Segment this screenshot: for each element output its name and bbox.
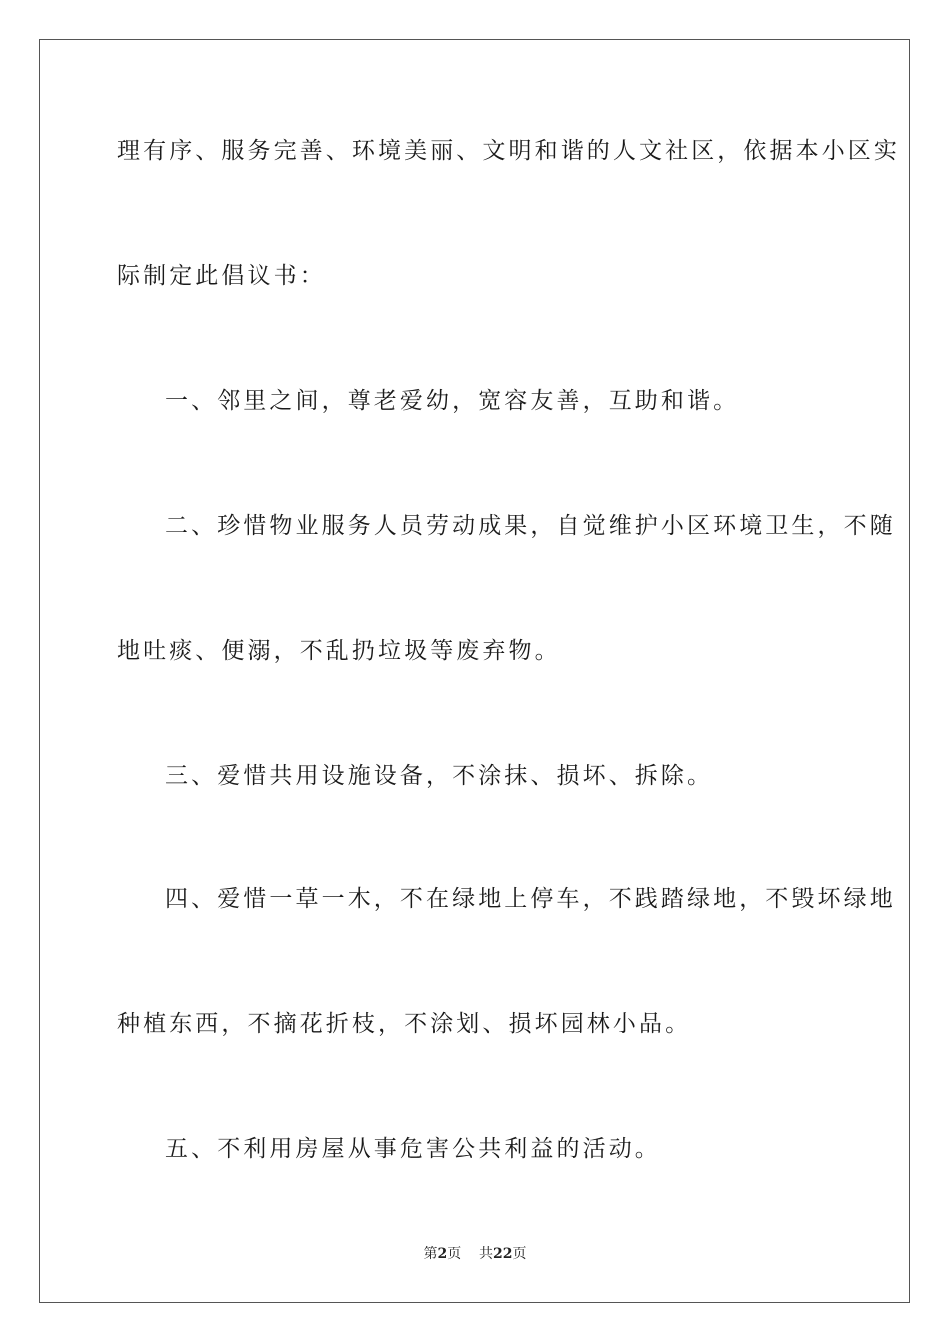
page-suffix: 页 bbox=[447, 1246, 462, 1262]
paragraph-line: 际制定此倡议书： bbox=[117, 263, 326, 289]
proposal-item-1: 一、邻里之间，尊老爱幼，宽容友善，互助和谐。 bbox=[165, 388, 740, 414]
proposal-item-5: 五、不利用房屋从事危害公共利益的活动。 bbox=[165, 1136, 661, 1162]
paragraph-line: 理有序、服务完善、环境美丽、文明和谐的人文社区，依据本小区实 bbox=[117, 138, 900, 164]
total-page-count: 22 bbox=[493, 1246, 513, 1262]
proposal-item-4: 四、爱惜一草一木，不在绿地上停车，不践踏绿地，不毁坏绿地 bbox=[165, 886, 896, 912]
current-page-number: 2 bbox=[437, 1246, 448, 1262]
page-prefix: 第 bbox=[423, 1246, 438, 1262]
proposal-item-4-continued: 种植东西，不摘花折枝，不涂划、损坏园林小品。 bbox=[117, 1011, 692, 1037]
page-frame bbox=[39, 39, 910, 1303]
total-suffix: 页 bbox=[512, 1246, 527, 1262]
proposal-item-2: 二、珍惜物业服务人员劳动成果，自觉维护小区环境卫生，不随 bbox=[165, 513, 896, 539]
page-number-footer bbox=[0, 1245, 950, 1263]
proposal-item-2-continued: 地吐痰、便溺，不乱扔垃圾等废弃物。 bbox=[117, 638, 561, 664]
total-prefix: 共 bbox=[479, 1246, 494, 1262]
proposal-item-3: 三、爱惜共用设施设备，不涂抹、损坏、拆除。 bbox=[165, 763, 714, 789]
